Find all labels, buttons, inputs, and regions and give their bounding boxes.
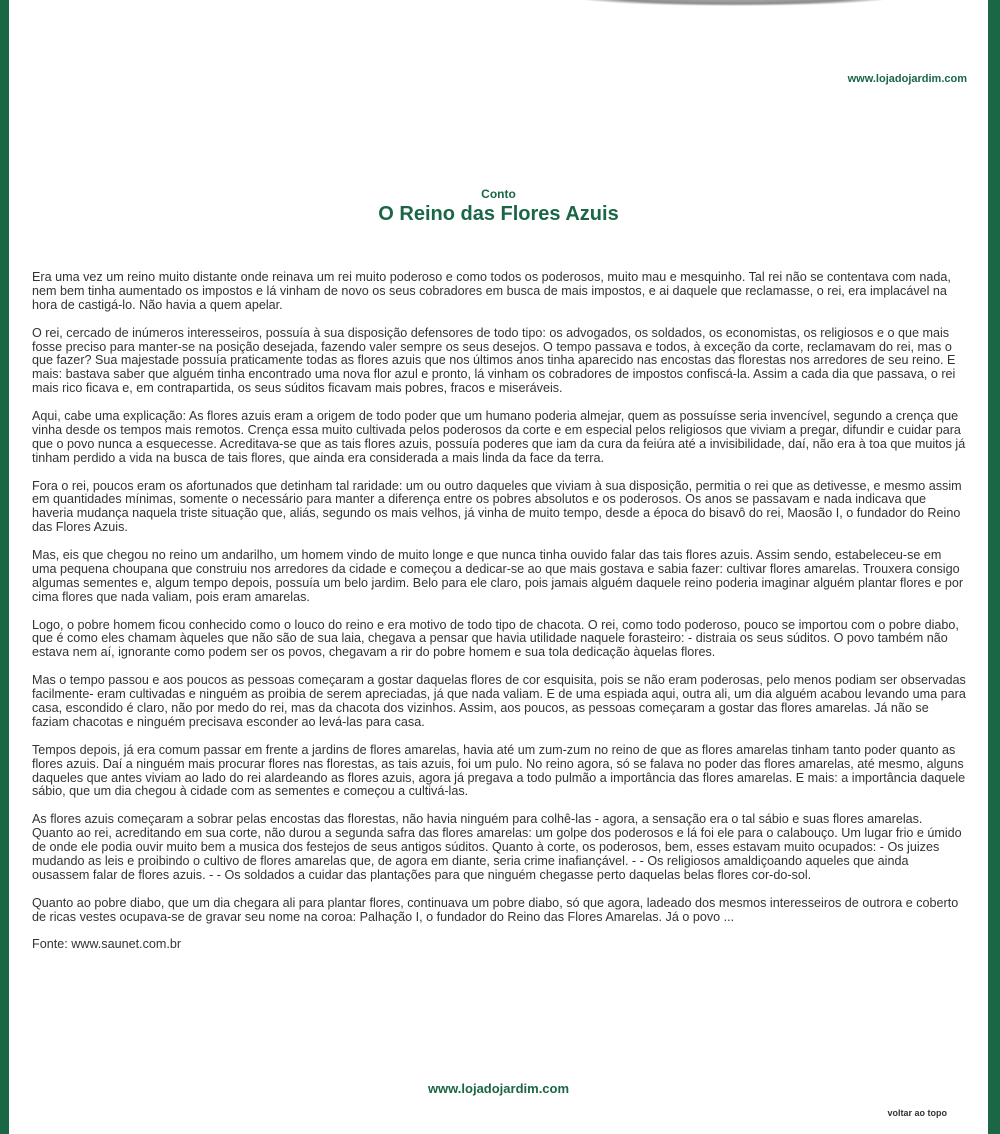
- story-paragraph: Mas o tempo passou e aos poucos as pessoas começaram a gostar daquelas flores de cor esquisita, pois se não eram poderosas, pelo menos podiam ser observadas facilmente- eram cultivadas e ninguém as proibia de serem apreciadas, já que nada valiam. E de uma espiada aqui, outra ali, um dia alguém acabou levando uma para casa, escondido é claro, não por medo do rei, mas da chacota dos vizinhos. Assim, aos poucos, as pessoas começaram a gostar das flores amarelas. Já não se faziam chacotas e ninguém precisava esconder ao levá-las para casa.: [32, 673, 966, 729]
- story-body: [32, 271, 967, 966]
- back-to-top-link[interactable]: voltar ao topo: [887, 1108, 947, 1118]
- story-paragraph: Logo, o pobre homem ficou conhecido como o louco do reino e era motivo de todo tipo de chacota. O rei, como todo poderoso, pouco se importou com o pobre diabo, que é como eles chamam àqueles que não são de sua laia, chegava a pensar que havia utilidade naquele forasteiro: - distraia os seus súditos. O povo também não estava nem aí, ignorante como podem ser os povos, chegavam a rir do pobre homem e sua tola dedicação àquelas flores.: [32, 617, 959, 660]
- story-paragraph: Tempos depois, já era comum passar em frente a jardins de flores amarelas, havia até um zum-zum no reino de que as flores amarelas tinham tanto poder quanto as flores azuis. Daí a ninguém mais procurar flores nas florestas, as tais azuis, foi um pulo. No reino agora, só se falava no poder das flores amarelas, até mesmo, alguns daqueles que antes viviam ao lado do rei alardeando as flores azuis, agora já pregava a todo pulmão a importância das flores amarelas. E mais: a importância daquele sábio, que um dia chegou à cidade com as sementes e começou a cultivá-las.: [32, 742, 966, 799]
- site-link-header[interactable]: www.lojadojardim.com: [847, 73, 967, 85]
- story-paragraph: As flores azuis começaram a sobrar pelas encostas das florestas, não havia ninguém para colhê-las - agora, a sensação era o tal sábio e suas flores amarelas. Quanto ao rei, acreditando em sua corte, não durou a segunda safra das flores amarelas: um golpe dos poderosos e lá foi ele para o calabouço. Um lugar frio e úmido de onde ele podia ouvir muito bem a musica dos festejos de seus antigos súditos. Quanto à corte, os poderosos, bem, esses estavam muito ocupados: - Os juizes mudando as leis e proibindo o cultivo de flores amarelas que, de agora em diante, seria crime inafiançável. - - Os religiosos amaldiçoando aqueles que ainda ousassem falar de flores azuis. - - Os soldados a cuidar das plantações para que ninguém chegasse perto daquelas belas flores cor-do-sol.: [32, 812, 962, 882]
- story-paragraph: Mas, eis que chegou no reino um andarilho, um homem vindo de muito longe e que nunca tinha ouvido falar das tais flores azuis. Assim sendo, estabeleceu-se em uma pequena choupana que construiu nos arredores da cidade e começou a dedicar-se ao que mais gostava e sabia fazer: cultivar flores amarelas. Trouxera consigo algumas sementes e, algum tempo depois, possuía um belo jardim. Belo para ele claro, pois jamais alguém daquele reino poderia imaginar alguém plantar flores e por cima flores que nada valiam, pois eram amarelas.: [32, 548, 964, 604]
- story-paragraph: Quanto ao pobre diabo, que um dia chegara ali para plantar flores, continuava um pobre diabo, só que agora, ladeado dos mesmos interesseiros de outrora e coberto de ricas vestes ocupava-se de gravar seu nome na coroa: Palhação I, o fundador do Reino das Flores Amarelas. Já o povo ...: [32, 895, 959, 924]
- page-content: [9, 0, 988, 1134]
- story-title: O Reino das Flores Azuis: [378, 203, 619, 225]
- story-paragraph: Aqui, cabe uma explicação: As flores azuis eram a origem de todo poder que um humano poderia almejar, quem as possuísse seria invencível, segundo a crença que vinha desde os tempos mais remotos. Crença essa muito cultivada pelos poderosos da corte e em especial pelos religiosos que viviam a pregar, difundir e cuidar para que o povo nunca a esquecesse. Acreditava-se que as tais flores azuis, possuía poderes que iam da cura da feiúra até a invisibilidade, daí, não era à toa que muitos já tinham perdido a vida na busca de tais flores, que ainda era considerada a mais linda da face da terra.: [32, 409, 966, 465]
- story-header: [9, 187, 988, 227]
- story-paragraph: O rei, cercado de inúmeros interesseiros, possuía à sua disposição defensores de todo tipo: os advogados, os soldados, os economistas, os religiosos e o que mais fosse preciso para manter-se na posição desejada, fazendo valer sempre os seus desejos. O tempo passava e todos, à exceção da corte, reclamavam do rei, mas o que fazer? Sua majestade possuía praticamente todas as flores azuis que nos últimos anos tinha aparecido nas encostas das florestas nos arredores de seu reino. E mais: bastava saber que alguém tinha encontrado uma nova flor azul e pronto, lá vinham os cobradores de impostos confiscá-la. Assim a cada dia que passava, o rei mais rico ficava e, em contrapartida, os seus súditos ficavam mais pobres, fracos e miseráveis.: [32, 325, 956, 396]
- decorative-top-arc: [569, 0, 899, 6]
- story-source: Fonte: www.saunet.com.br: [32, 937, 182, 952]
- story-paragraph: Era uma vez um reino muito distante onde reinava um rei muito poderoso e como todos os poderosos, muito mau e mesquinho. Tal rei não se contentava com nada, nem bem tinha aumentado os impostos e lá vinham de novo os seus cobradores em busca de mais impostos, e ai daquele que reclamasse, o rei, era implacável na hora de castigá-lo. Não havia a quem apelar.: [32, 270, 951, 312]
- story-paragraph: Fora o rei, poucos eram os afortunados que detinham tal raridade: um ou outro daqueles que viviam à sua disposição, permitia o rei que as detivesse, e mesmo assim em quantidades mínimas, somente o necessário para manter a diferença entre os pobres absolutos e os poderosos. Os anos se passavam e nada indicava que haveria mudança naquela triste situação que, aliás, segundo os mais velhos, já vinha de muito tempo, desde a época do bisavô do rei, Maosão I, o fundador do Reino das Flores Azuis.: [32, 478, 962, 535]
- site-link-footer[interactable]: www.lojadojardim.com: [427, 1081, 570, 1096]
- story-kicker: Conto: [481, 187, 516, 201]
